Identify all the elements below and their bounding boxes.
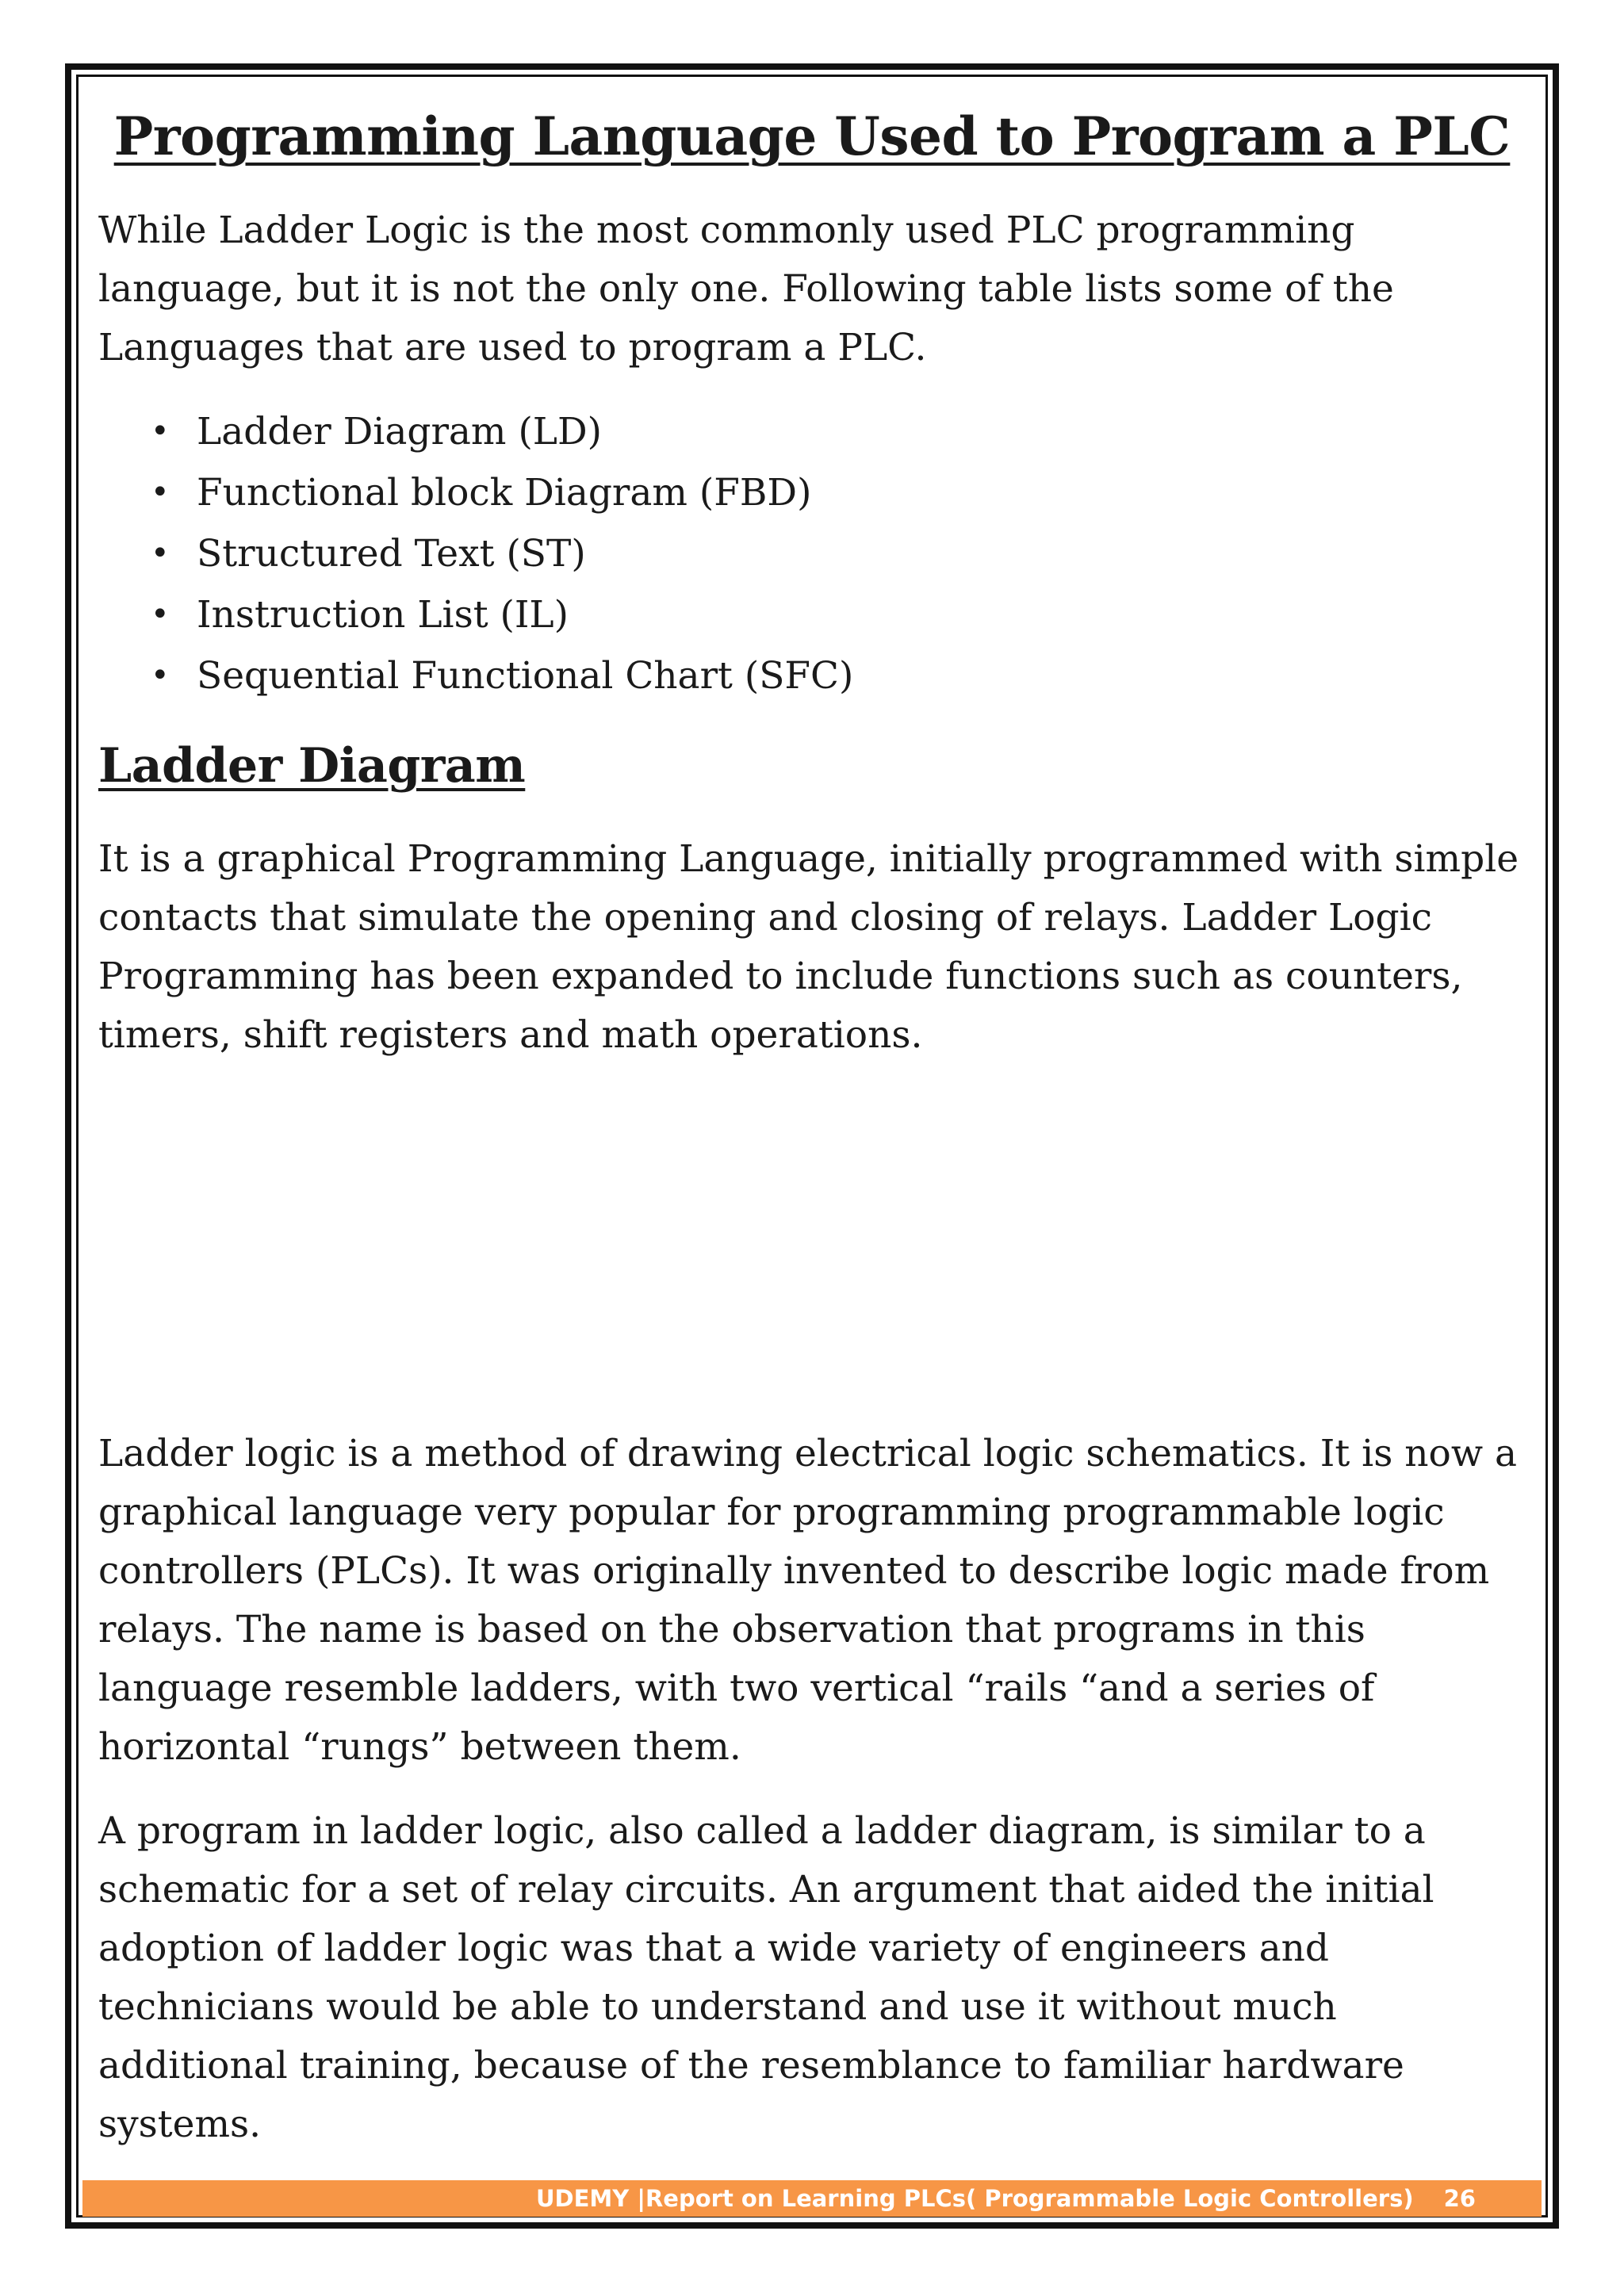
bullet-icon: • bbox=[151, 474, 170, 511]
footer bbox=[536, 2180, 1476, 2217]
list-item-label: Functional block Diagram (FBD) bbox=[197, 471, 812, 515]
section-title: Ladder Diagram bbox=[98, 738, 526, 794]
list-item-label: Instruction List (IL) bbox=[197, 593, 569, 637]
list-item bbox=[98, 645, 1526, 706]
list-item bbox=[98, 523, 1526, 584]
bullet-icon: • bbox=[151, 535, 170, 572]
body-paragraph: A program in ladder logic, also called a ladder diagram, is similar to a schematic for a set of relay circuits. An argument that aided the initial adoption of ladder logic was that a wide variety of engineers and technicians would be able to understand and use it without much additional training, because of the resemblance to familiar hardware systems. bbox=[98, 1809, 1434, 2146]
list-item-label: Ladder Diagram (LD) bbox=[197, 410, 603, 453]
bullet-icon: • bbox=[151, 413, 170, 450]
bullet-icon: • bbox=[151, 596, 170, 633]
page-title: Programming Language Used to Program a PLC bbox=[113, 105, 1511, 167]
body-paragraph: It is a graphical Programming Language, initially programmed with simple contacts that simulate the opening and closing of relays. Ladder Logic Programming has been expanded to include functions such as counters, timers, shift registers and math operations. bbox=[98, 837, 1519, 1057]
list-item bbox=[98, 584, 1526, 645]
body-paragraph: Ladder logic is a method of drawing electrical logic schematics. It is now a graphical language very popular for programming programmable logic controllers (PLCs). It was originally invented to describe logic made from relays. The name is based on the observation that programs in this language resemble ladders, with two vertical “rails “and a series of horizontal “rungs” between them. bbox=[98, 1432, 1518, 1769]
list-item-label: Structured Text (ST) bbox=[197, 532, 586, 576]
list-item bbox=[98, 462, 1526, 523]
page-content bbox=[98, 98, 1526, 2154]
list-item bbox=[98, 401, 1526, 462]
language-list bbox=[98, 401, 1526, 706]
footer-title: UDEMY |Report on Learning PLCs( Programmable Logic Controllers) bbox=[536, 2185, 1414, 2212]
list-item-label: Sequential Functional Chart (SFC) bbox=[197, 654, 854, 698]
bullet-icon: • bbox=[151, 657, 170, 694]
figure-placeholder bbox=[98, 1065, 1526, 1425]
page-number: 26 bbox=[1443, 2185, 1476, 2212]
intro-paragraph: While Ladder Logic is the most commonly used PLC programming language, but it is not the only one. Following table lists some of the Languages that are used to program a PLC. bbox=[98, 209, 1394, 369]
